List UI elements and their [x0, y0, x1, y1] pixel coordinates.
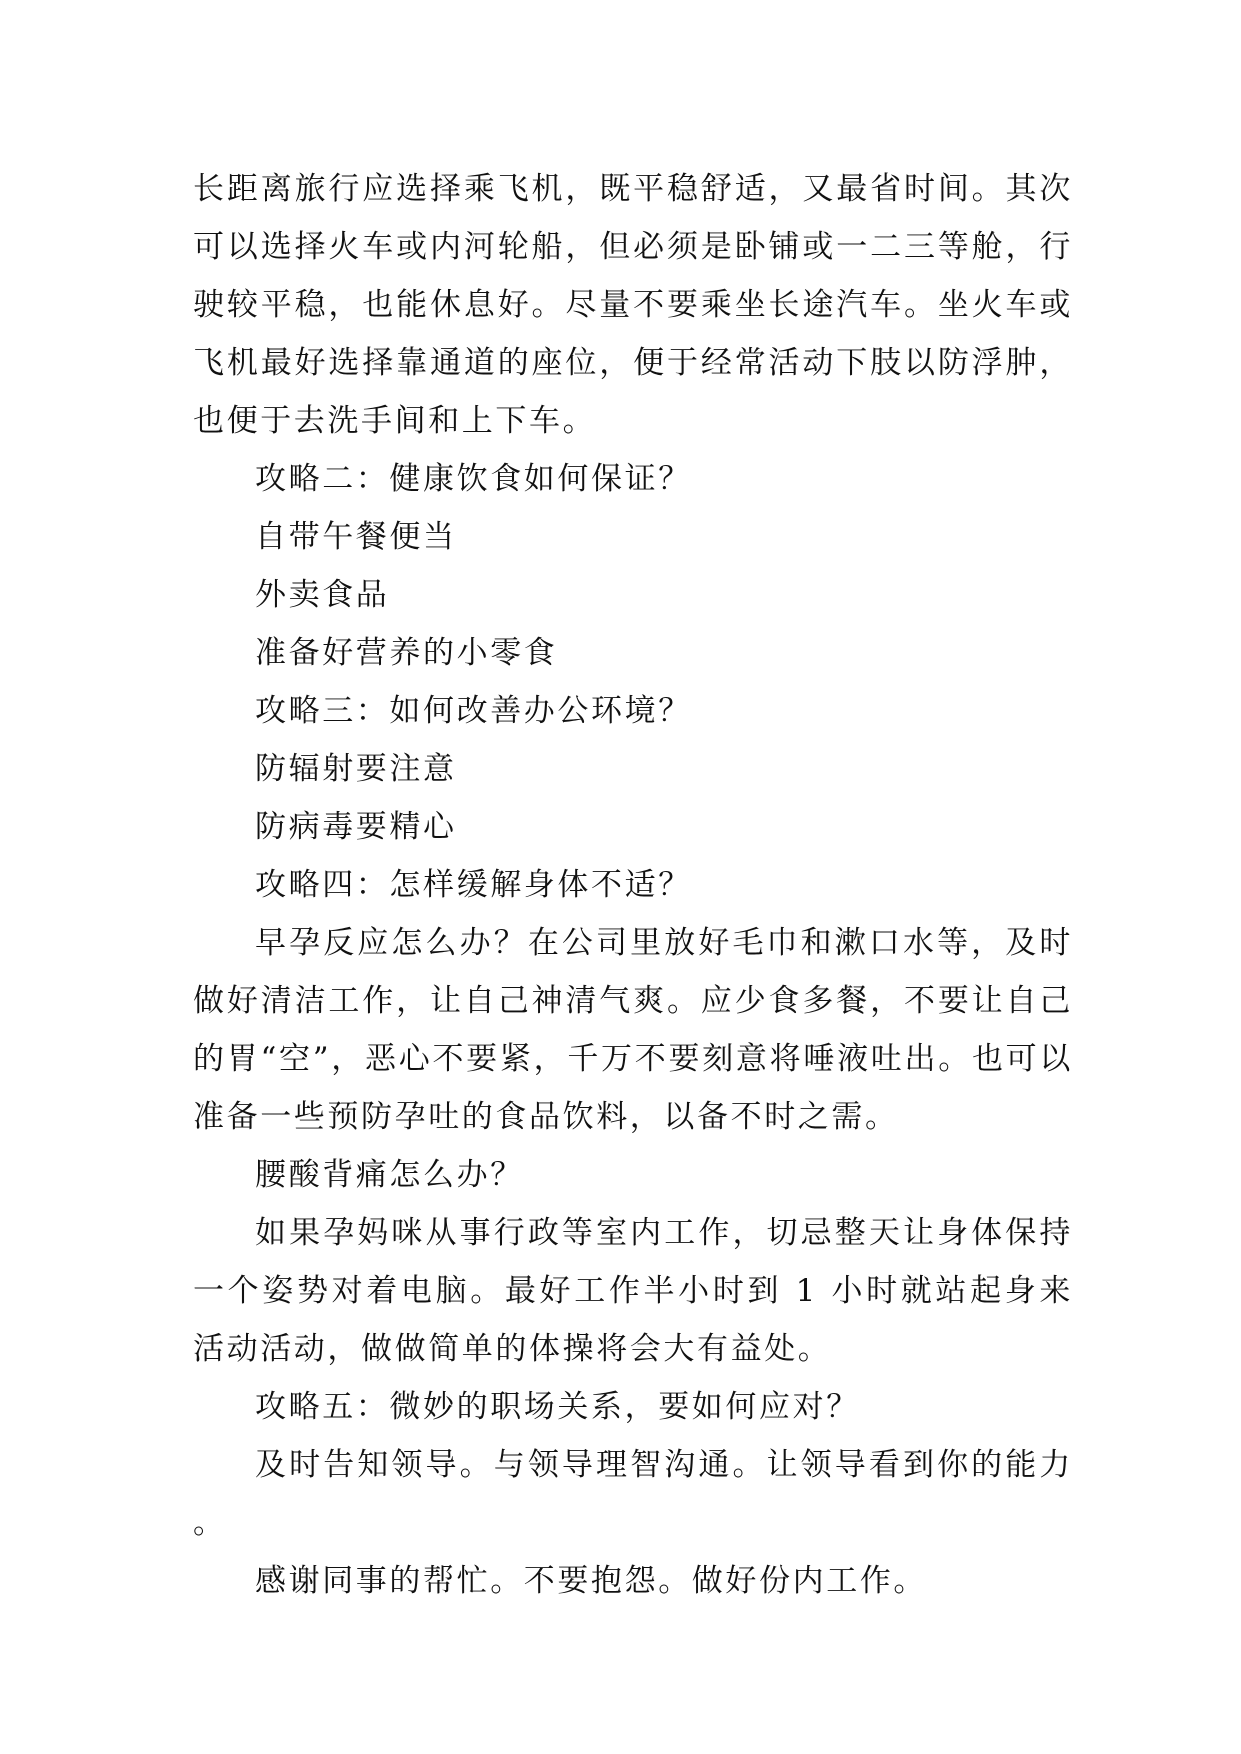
list-item: 感谢同事的帮忙。不要抱怨。做好份内工作。	[255, 1563, 927, 1599]
document-body	[193, 160, 1073, 1610]
paragraph-morning-sickness: 早孕反应怎么办？在公司里放好毛巾和漱口水等，及时做好清洁工作，让自己神清气爽。应少食多餐，不要让自己的胃“空”，恶心不要紧，千万不要刻意将唾液吐出。也可以准备一些预防孕吐的食品饮料，以备不时之需。	[193, 925, 1073, 1135]
list-item: 及时告知领导。与领导理智沟通。让领导看到你的能力。	[193, 1447, 1073, 1541]
list-item: 准备好营养的小零食	[255, 635, 558, 671]
list-item: 外卖食品	[255, 577, 390, 613]
section-heading-diet: 攻略二：健康饮食如何保证？	[255, 461, 692, 497]
section-heading-workplace: 攻略五：微妙的职场关系，要如何应对？	[255, 1389, 860, 1425]
list-item: 腰酸背痛怎么办？	[255, 1157, 524, 1193]
section-heading-office: 攻略三：如何改善办公环境？	[255, 693, 692, 729]
list-item: 防辐射要注意	[255, 751, 457, 787]
section-heading-discomfort: 攻略四：怎样缓解身体不适？	[255, 867, 692, 903]
list-item: 自带午餐便当	[255, 519, 457, 555]
paragraph-back-pain: 如果孕妈咪从事行政等室内工作，切忌整天让身体保持一个姿势对着电脑。最好工作半小时到 1 小时就站起身来活动活动，做做简单的体操将会大有益处。	[193, 1215, 1073, 1367]
list-item: 防病毒要精心	[255, 809, 457, 845]
paragraph-travel: 长距离旅行应选择乘飞机，既平稳舒适，又最省时间。其次可以选择火车或内河轮船，但必须是卧铺或一二三等舱，行驶较平稳，也能休息好。尽量不要乘坐长途汽车。坐火车或飞机最好选择靠通道的座位，便于经常活动下肢以防浮肿，也便于去洗手间和上下车。	[193, 171, 1073, 439]
